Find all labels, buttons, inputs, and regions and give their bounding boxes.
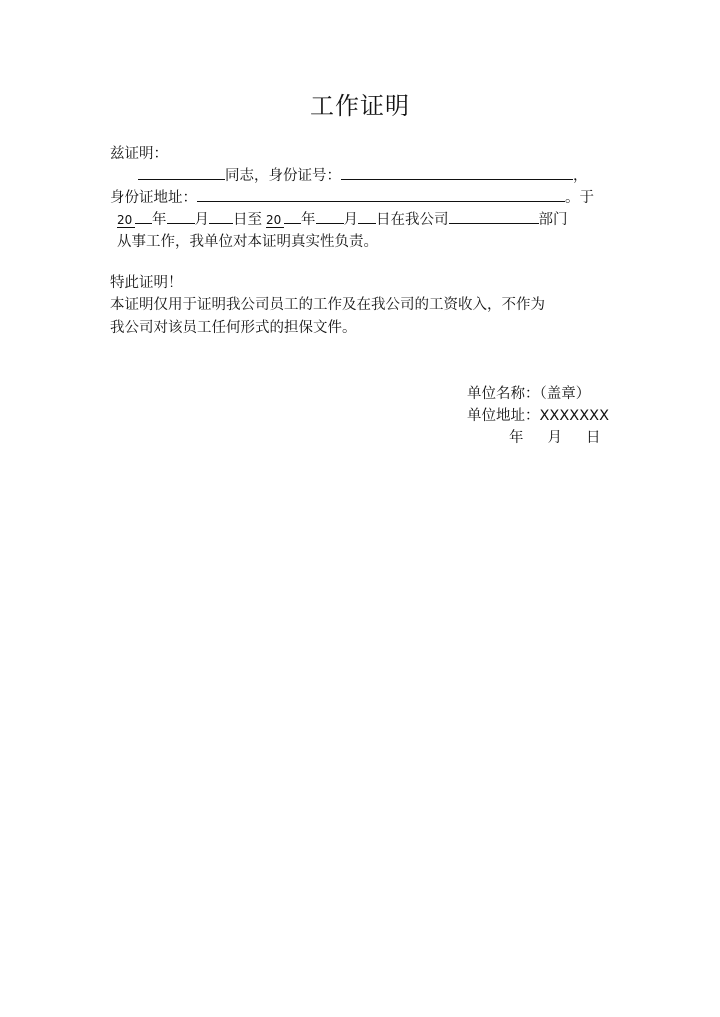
- sign-date: [509, 428, 601, 448]
- department-blank[interactable]: [449, 209, 539, 224]
- id-number-blank[interactable]: [341, 165, 573, 180]
- note-line-1: 本证明仅用于证明我公司员工的工作及在我公司的工资收入，不作为: [110, 297, 545, 313]
- unit-address: 单位地址：XXXXXXX: [467, 408, 610, 424]
- in-company-label: 日在我公司: [376, 212, 449, 228]
- line-comrade-id: [138, 165, 588, 186]
- year2-label: 年: [301, 212, 316, 228]
- sign-date-year: 年: [509, 430, 524, 446]
- end-month-blank[interactable]: [316, 209, 344, 224]
- sign-date-day: 日: [586, 430, 601, 446]
- start-month-blank[interactable]: [167, 209, 195, 224]
- special-statement: 特此证明！: [110, 275, 183, 291]
- comrade-id-label: 同志，身份证号：: [225, 168, 341, 184]
- start-year-prefix[interactable]: 20: [117, 213, 135, 228]
- end-day-blank[interactable]: [358, 209, 376, 224]
- sign-date-month: 月: [547, 430, 562, 446]
- month2-label: 月: [343, 212, 358, 228]
- month-label: 月: [194, 212, 209, 228]
- line-address: [110, 187, 594, 208]
- line-dates: [117, 209, 568, 230]
- start-year-blank[interactable]: [135, 209, 152, 224]
- document-title: 工作证明: [310, 92, 410, 120]
- unit-name-seal: 单位名称：（盖章）: [467, 386, 591, 402]
- address-end: 。于: [565, 190, 594, 206]
- comma: ，: [573, 168, 588, 184]
- name-blank[interactable]: [138, 165, 225, 180]
- address-blank[interactable]: [197, 187, 565, 202]
- start-day-blank[interactable]: [209, 209, 233, 224]
- salutation: 兹证明：: [110, 146, 168, 162]
- year-label: 年: [152, 212, 167, 228]
- responsibility-line: 从事工作，我单位对本证明真实性负责。: [117, 234, 378, 250]
- end-year-blank[interactable]: [284, 209, 301, 224]
- end-year-prefix[interactable]: 20: [266, 213, 284, 228]
- department-label: 部门: [538, 212, 568, 228]
- address-label: 身份证地址：: [110, 190, 197, 206]
- note-line-2: 我公司对该员工任何形式的担保文件。: [110, 320, 357, 336]
- day-to-label: 日至: [233, 212, 262, 228]
